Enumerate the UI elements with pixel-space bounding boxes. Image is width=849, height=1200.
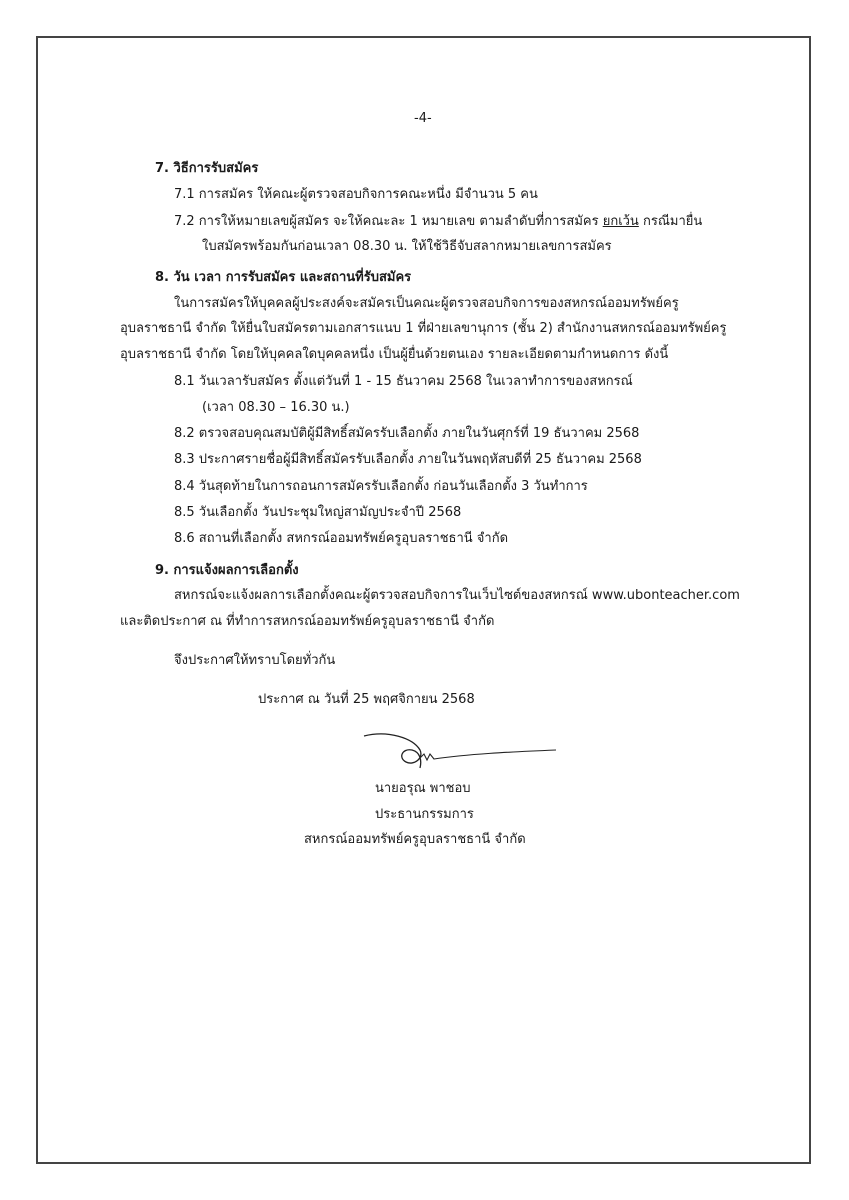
section8-para-line3: อุบลราชธานี จำกัด โดยให้บุคคลใดบุคคลหนึ่ง เป็นผู้ยื่นด้วยตนเอง รายละเอียดตามกำหนดการ ดังนี้ [120,347,669,362]
page-number: -4- [414,111,432,126]
section7-item2 [174,213,702,230]
section7-item2-underlined: ยกเว้น [602,214,639,229]
signature-image [358,728,558,778]
signatory-position: ประธานกรรมการ [375,807,474,822]
section7-item2-text-a: 7.2 การให้หมายเลขผู้สมัคร จะให้คณะละ 1 หมายเลข ตามลำดับที่การสมัคร [174,214,603,229]
section8-item2: 8.2 ตรวจสอบคุณสมบัติผู้มีสิทธิ์สมัครรับเลือกตั้ง ภายในวันศุกร์ที่ 19 ธันวาคม 2568 [174,426,640,441]
section8-item1-line2: (เวลา 08.30 – 16.30 น.) [202,400,350,415]
signatory-organization: สหกรณ์ออมทรัพย์ครูอุบลราชธานี จำกัด [304,832,526,847]
section7-item1: 7.1 การสมัคร ให้คณะผู้ตรวจสอบกิจการคณะหนึ่ง มีจำนวน 5 คน [174,187,538,202]
signatory-name: นายอรุณ พาชอบ [375,781,471,796]
section8-item3: 8.3 ประกาศรายชื่อผู้มีสิทธิ์สมัครรับเลือกตั้ง ภายในวันพฤหัสบดีที่ 25 ธันวาคม 2568 [174,452,642,467]
section7-heading: 7. วิธีการรับสมัคร [155,161,259,176]
section9-para-line2: และติดประกาศ ณ ที่ทำการสหกรณ์ออมทรัพย์ครูอุบลราชธานี จำกัด [120,614,495,629]
announce-date: ประกาศ ณ วันที่ 25 พฤศจิกายน 2568 [258,692,475,707]
closing-text: จึงประกาศให้ทราบโดยทั่วกัน [174,653,336,668]
section7-item2-text-b: กรณีมายื่น [638,214,703,229]
section8-item4: 8.4 วันสุดท้ายในการถอนการสมัครรับเลือกตั้ง ก่อนวันเลือกตั้ง 3 วันทำการ [174,479,588,494]
section8-item6: 8.6 สถานที่เลือกตั้ง สหกรณ์ออมทรัพย์ครูอุบลราชธานี จำกัด [174,531,509,546]
section7-item2-line2: ใบสมัครพร้อมกันก่อนเวลา 08.30 น. ให้ใช้วิธีจับสลากหมายเลขการสมัคร [202,239,612,254]
section8-heading: 8. วัน เวลา การรับสมัคร และสถานที่รับสมัคร [155,270,412,285]
section9-heading: 9. การแจ้งผลการเลือกตั้ง [155,563,299,578]
section9-para-line1: สหกรณ์จะแจ้งผลการเลือกตั้งคณะผู้ตรวจสอบกิจการในเว็บไซต์ของสหกรณ์ www.ubonteacher.com [174,588,740,603]
section8-para-line1: ในการสมัครให้บุคคลผู้ประสงค์จะสมัครเป็นคณะผู้ตรวจสอบกิจการของสหกรณ์ออมทรัพย์ครู [174,296,679,311]
section8-item1: 8.1 วันเวลารับสมัคร ตั้งแต่วันที่ 1 - 15 ธันวาคม 2568 ในเวลาทำการของสหกรณ์ [174,374,633,389]
section8-para-line2: อุบลราชธานี จำกัด ให้ยื่นใบสมัครตามเอกสารแนบ 1 ที่ฝ่ายเลขานุการ (ชั้น 2) สำนักงานสหกรณ์ออมทรัพย์ครู [120,321,727,336]
section8-item5: 8.5 วันเลือกตั้ง วันประชุมใหญ่สามัญประจำปี 2568 [174,505,462,520]
